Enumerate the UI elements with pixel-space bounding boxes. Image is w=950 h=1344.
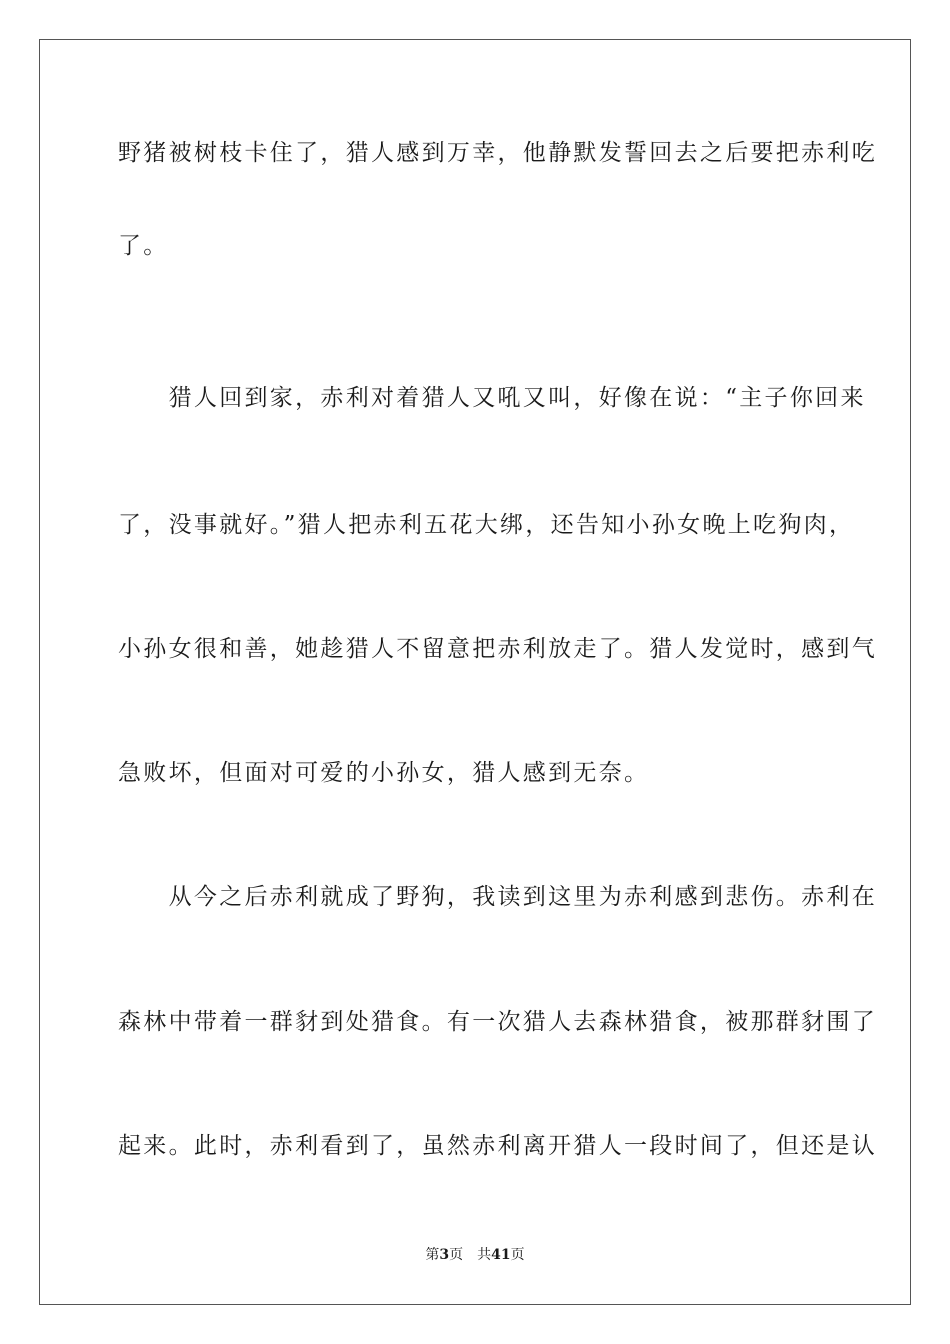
text-line-5: 小孙女很和善，她趁猎人不留意把赤利放走了。猎人发觉时，感到气 [118, 636, 877, 662]
text-line-2: 了。 [118, 233, 169, 259]
text-line-9: 起来。此时，赤利看到了，虽然赤利离开猎人一段时间了，但还是认 [118, 1133, 877, 1159]
text-line-8: 森林中带着一群豺到处猎食。有一次猎人去森林猎食，被那群豺围了 [118, 1009, 877, 1035]
page-footer [0, 1246, 950, 1264]
total-prefix: 共 [477, 1247, 492, 1263]
text-line-6: 急败坏，但面对可爱的小孙女，猎人感到无奈。 [118, 760, 650, 786]
text-line-7: 从今之后赤利就成了野狗，我读到这里为赤利感到悲伤。赤利在 [118, 884, 877, 910]
text-line-4: 了，没事就好。”猎人把赤利五花大绑，还告知小孙女晚上吃狗肉， [118, 512, 855, 538]
text-line-1: 野猪被树枝卡住了，猎人感到万幸，他静默发誓回去之后要把赤利吃 [118, 140, 877, 166]
page-number: 3 [439, 1247, 450, 1263]
text-line-3: 猎人回到家，赤利对着猎人又吼又叫，好像在说：“主子你回来 [118, 385, 866, 411]
page-border [39, 39, 911, 1305]
page-prefix: 第 [425, 1247, 440, 1263]
page-suffix: 页 [449, 1247, 464, 1263]
total-pages: 41 [491, 1247, 511, 1263]
total-suffix: 页 [510, 1247, 525, 1263]
